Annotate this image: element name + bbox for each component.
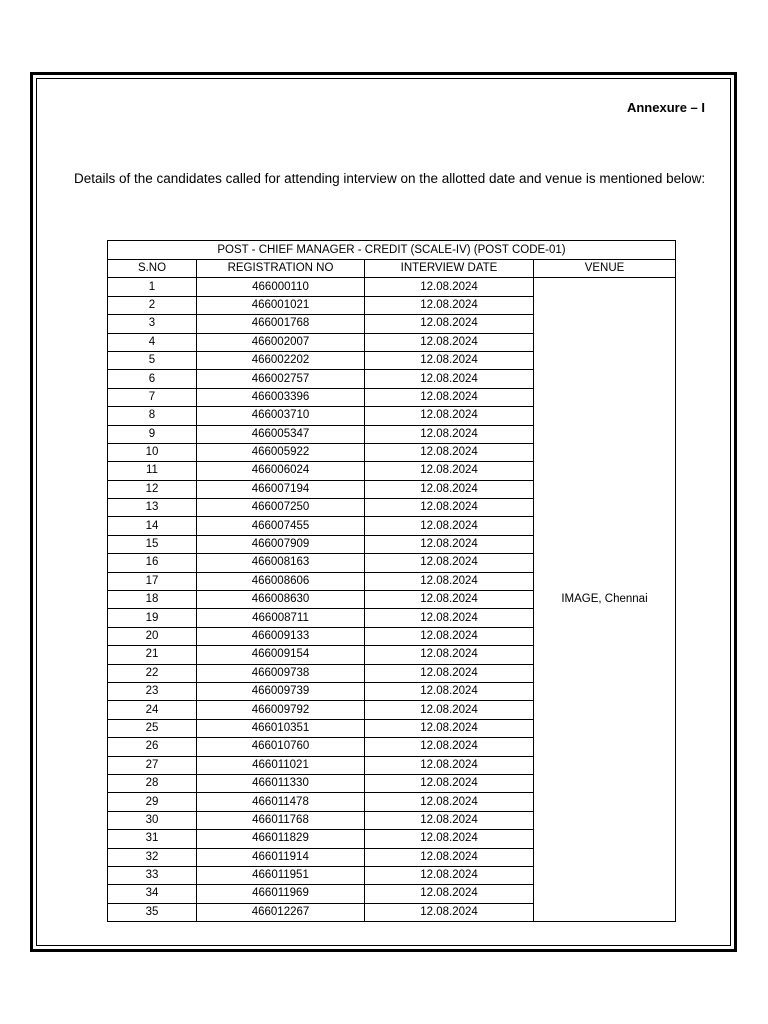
cell-interview-date: 12.08.2024 — [365, 535, 534, 553]
cell-interview-date: 12.08.2024 — [365, 388, 534, 406]
cell-venue: IMAGE, Chennai — [534, 278, 676, 922]
cell-sno: 13 — [108, 499, 197, 517]
cell-sno: 17 — [108, 572, 197, 590]
cell-sno: 6 — [108, 370, 197, 388]
cell-registration-no: 466008711 — [197, 609, 365, 627]
cell-sno: 30 — [108, 811, 197, 829]
cell-interview-date: 12.08.2024 — [365, 848, 534, 866]
cell-sno: 29 — [108, 793, 197, 811]
cell-sno: 8 — [108, 407, 197, 425]
cell-sno: 25 — [108, 719, 197, 737]
cell-registration-no: 466010760 — [197, 738, 365, 756]
cell-interview-date: 12.08.2024 — [365, 370, 534, 388]
cell-sno: 2 — [108, 296, 197, 314]
cell-interview-date: 12.08.2024 — [365, 903, 534, 921]
intro-text: Details of the candidates called for attending interview on the allotted date and venue is mentioned below: — [74, 171, 706, 186]
cell-registration-no: 466009738 — [197, 664, 365, 682]
cell-sno: 18 — [108, 591, 197, 609]
cell-interview-date: 12.08.2024 — [365, 866, 534, 884]
cell-registration-no: 466011829 — [197, 830, 365, 848]
annexure-heading: Annexure – I — [626, 100, 705, 115]
table-header-row — [108, 260, 676, 278]
table-title: POST - CHIEF MANAGER - CREDIT (SCALE-IV) (POST CODE-01) — [108, 241, 676, 260]
cell-registration-no: 466007250 — [197, 499, 365, 517]
cell-sno: 31 — [108, 830, 197, 848]
table-title-row — [108, 241, 676, 260]
cell-registration-no: 466006024 — [197, 462, 365, 480]
cell-interview-date: 12.08.2024 — [365, 811, 534, 829]
cell-registration-no: 466000110 — [197, 278, 365, 296]
cell-registration-no: 466009133 — [197, 627, 365, 645]
cell-registration-no: 466007194 — [197, 480, 365, 498]
cell-registration-no: 466009792 — [197, 701, 365, 719]
cell-registration-no: 466002007 — [197, 333, 365, 351]
cell-interview-date: 12.08.2024 — [365, 480, 534, 498]
header-venue: VENUE — [534, 260, 676, 278]
cell-sno: 5 — [108, 351, 197, 369]
cell-sno: 23 — [108, 682, 197, 700]
cell-sno: 35 — [108, 903, 197, 921]
table-row — [108, 278, 676, 296]
cell-interview-date: 12.08.2024 — [365, 351, 534, 369]
cell-registration-no: 466012267 — [197, 903, 365, 921]
cell-registration-no: 466009739 — [197, 682, 365, 700]
cell-registration-no: 466011478 — [197, 793, 365, 811]
cell-interview-date: 12.08.2024 — [365, 738, 534, 756]
cell-registration-no: 466011914 — [197, 848, 365, 866]
cell-interview-date: 12.08.2024 — [365, 774, 534, 792]
cell-interview-date: 12.08.2024 — [365, 517, 534, 535]
cell-registration-no: 466011021 — [197, 756, 365, 774]
cell-interview-date: 12.08.2024 — [365, 627, 534, 645]
cell-sno: 22 — [108, 664, 197, 682]
cell-registration-no: 466008606 — [197, 572, 365, 590]
cell-sno: 21 — [108, 646, 197, 664]
cell-registration-no: 466007909 — [197, 535, 365, 553]
cell-sno: 4 — [108, 333, 197, 351]
cell-registration-no: 466001768 — [197, 315, 365, 333]
cell-registration-no: 466011969 — [197, 885, 365, 903]
cell-sno: 1 — [108, 278, 197, 296]
cell-registration-no: 466010351 — [197, 719, 365, 737]
table-body — [108, 278, 676, 922]
cell-registration-no: 466001021 — [197, 296, 365, 314]
cell-sno: 12 — [108, 480, 197, 498]
cell-interview-date: 12.08.2024 — [365, 793, 534, 811]
cell-sno: 32 — [108, 848, 197, 866]
cell-sno: 14 — [108, 517, 197, 535]
cell-registration-no: 466003710 — [197, 407, 365, 425]
cell-sno: 10 — [108, 443, 197, 461]
cell-interview-date: 12.08.2024 — [365, 499, 534, 517]
cell-interview-date: 12.08.2024 — [365, 609, 534, 627]
cell-sno: 33 — [108, 866, 197, 884]
cell-interview-date: 12.08.2024 — [365, 425, 534, 443]
cell-registration-no: 466007455 — [197, 517, 365, 535]
cell-sno: 16 — [108, 554, 197, 572]
cell-interview-date: 12.08.2024 — [365, 278, 534, 296]
cell-sno: 7 — [108, 388, 197, 406]
cell-sno: 11 — [108, 462, 197, 480]
cell-registration-no: 466009154 — [197, 646, 365, 664]
cell-interview-date: 12.08.2024 — [365, 462, 534, 480]
cell-interview-date: 12.08.2024 — [365, 315, 534, 333]
cell-interview-date: 12.08.2024 — [365, 646, 534, 664]
cell-registration-no: 466011330 — [197, 774, 365, 792]
cell-interview-date: 12.08.2024 — [365, 682, 534, 700]
cell-registration-no: 466005347 — [197, 425, 365, 443]
cell-sno: 24 — [108, 701, 197, 719]
cell-sno: 27 — [108, 756, 197, 774]
cell-interview-date: 12.08.2024 — [365, 701, 534, 719]
cell-sno: 3 — [108, 315, 197, 333]
header-interview-date: INTERVIEW DATE — [365, 260, 534, 278]
cell-registration-no: 466008163 — [197, 554, 365, 572]
cell-interview-date: 12.08.2024 — [365, 407, 534, 425]
cell-interview-date: 12.08.2024 — [365, 572, 534, 590]
cell-registration-no: 466005922 — [197, 443, 365, 461]
cell-interview-date: 12.08.2024 — [365, 830, 534, 848]
cell-interview-date: 12.08.2024 — [365, 664, 534, 682]
cell-registration-no: 466011768 — [197, 811, 365, 829]
cell-sno: 20 — [108, 627, 197, 645]
cell-sno: 15 — [108, 535, 197, 553]
candidates-table — [107, 240, 676, 922]
cell-sno: 19 — [108, 609, 197, 627]
cell-interview-date: 12.08.2024 — [365, 554, 534, 572]
header-sno: S.NO — [108, 260, 197, 278]
cell-sno: 9 — [108, 425, 197, 443]
cell-registration-no: 466002202 — [197, 351, 365, 369]
cell-registration-no: 466008630 — [197, 591, 365, 609]
cell-interview-date: 12.08.2024 — [365, 296, 534, 314]
cell-sno: 26 — [108, 738, 197, 756]
cell-registration-no: 466002757 — [197, 370, 365, 388]
cell-interview-date: 12.08.2024 — [365, 719, 534, 737]
cell-interview-date: 12.08.2024 — [365, 333, 534, 351]
cell-interview-date: 12.08.2024 — [365, 885, 534, 903]
header-registration-no: REGISTRATION NO — [197, 260, 365, 278]
cell-sno: 34 — [108, 885, 197, 903]
cell-interview-date: 12.08.2024 — [365, 443, 534, 461]
cell-sno: 28 — [108, 774, 197, 792]
cell-registration-no: 466011951 — [197, 866, 365, 884]
cell-interview-date: 12.08.2024 — [365, 756, 534, 774]
cell-registration-no: 466003396 — [197, 388, 365, 406]
cell-interview-date: 12.08.2024 — [365, 591, 534, 609]
